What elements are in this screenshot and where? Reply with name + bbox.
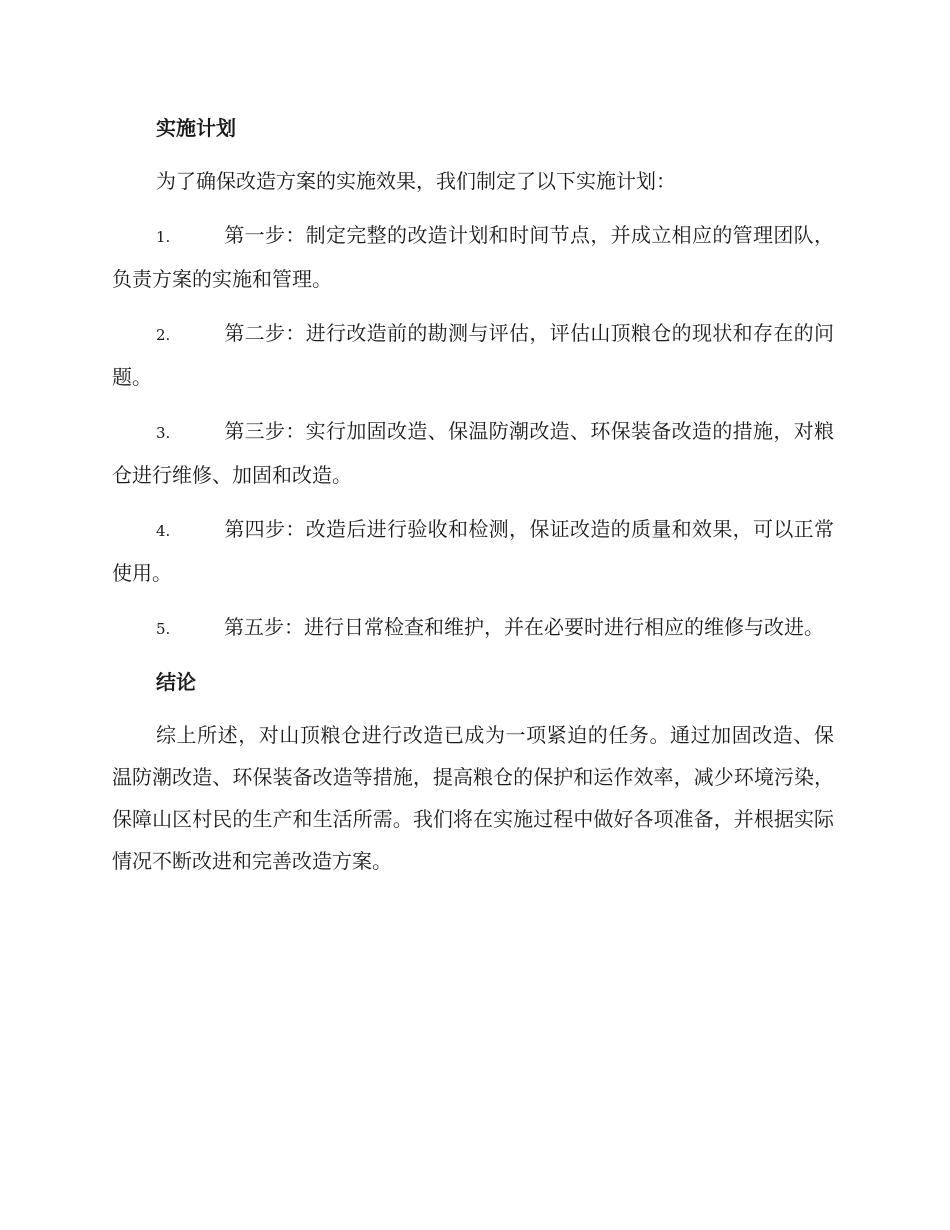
list-item-number: 5. xyxy=(156,620,171,638)
list-item xyxy=(112,508,834,594)
list-item xyxy=(112,410,834,496)
list-item-number: 2. xyxy=(156,326,171,344)
document-page xyxy=(112,108,834,894)
section-heading-conclusion: 结论 xyxy=(156,670,196,694)
list-item-number: 4. xyxy=(156,522,171,540)
section-heading-plan: 实施计划 xyxy=(156,116,236,140)
list-item-text: 第五步：进行日常检查和维护，并在必要时进行相应的维修与改进。 xyxy=(224,615,824,639)
list-item-text: 第四步：改造后进行验收和检测，保证改造的质量和效果，可以正常使用。 xyxy=(112,517,834,585)
list-item-text: 第二步：进行改造前的勘测与评估，评估山顶粮仓的现状和存在的问题。 xyxy=(112,321,834,389)
list-item xyxy=(112,214,834,300)
list-item-number: 1. xyxy=(156,228,171,246)
plan-intro-paragraph: 为了确保改造方案的实施效果，我们制定了以下实施计划： xyxy=(156,169,676,193)
list-item xyxy=(112,606,834,650)
list-item xyxy=(112,312,834,398)
list-item-number: 3. xyxy=(156,424,171,442)
conclusion-paragraph: 综上所述，对山顶粮仓进行改造已成为一项紧迫的任务。通过加固改造、保温防潮改造、环保装备改造等措施，提高粮仓的保护和运作效率，减少环境污染，保障山区村民的生产和生活所需。我们将在实施过程中做好各项准备，并根据实际情况不断改进和完善改造方案。 xyxy=(112,723,834,873)
list-item-text: 第一步：制定完整的改造计划和时间节点，并成立相应的管理团队，负责方案的实施和管理。 xyxy=(112,223,834,291)
list-item-text: 第三步：实行加固改造、保温防潮改造、环保装备改造的措施，对粮仓进行维修、加固和改造。 xyxy=(112,419,834,487)
